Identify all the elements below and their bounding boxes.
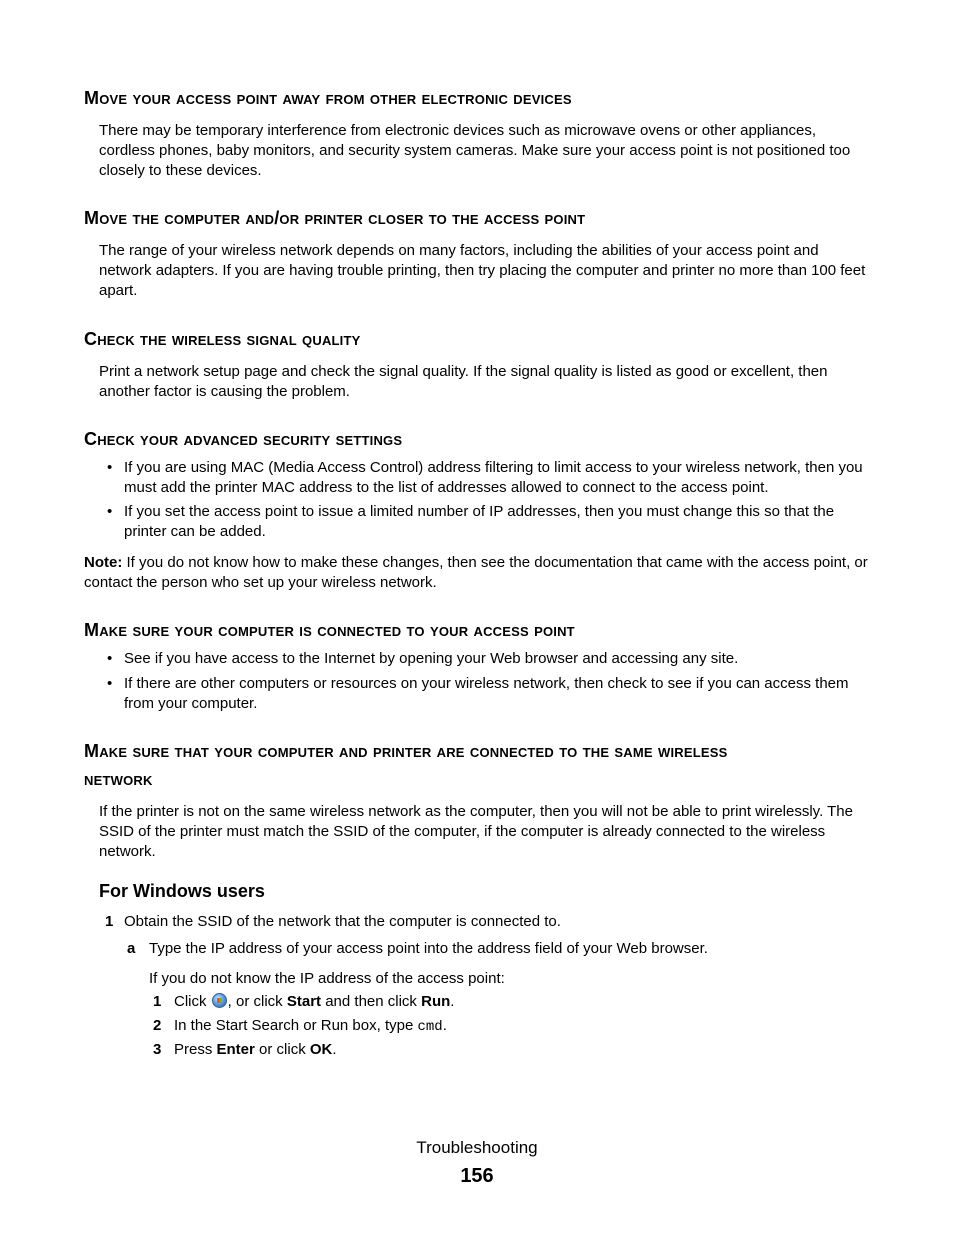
step-1 [105, 912, 561, 932]
substep-text: or click [254, 1041, 310, 1058]
substep-2 [153, 1016, 447, 1037]
step-a [127, 939, 708, 959]
bullet-icon: • [107, 503, 113, 520]
bullet-item [107, 502, 877, 542]
section-heading-computer-connected: Make sure your computer is connected to your access point [84, 620, 575, 640]
section-text-move-access-point: There may be temporary interference from electronic devices such as microwave ovens or other appliances, cordless phones, baby monitors, and security system cameras. Make sure your access point is not positioned too closely to these devices. [99, 122, 851, 179]
section-text-signal-quality: Print a network setup page and check the signal quality. If the signal quality is listed as good or excellent, then another factor is causing the problem. [99, 363, 828, 400]
section-text-same-network: If the printer is not on the same wireless network as the computer, then you will not be able to print wirelessly. The SSID of the printer must match the SSID of the computer, if the computer is already connected to the wireless network. [99, 803, 853, 860]
section-heading-signal-quality: Check the wireless signal quality [84, 329, 361, 349]
note [84, 553, 874, 593]
bullet-item [107, 458, 877, 498]
section-heading-move-computer: Move the computer and/or printer closer to the access point [84, 208, 586, 228]
bullet-icon: • [107, 675, 113, 692]
section-text-move-computer: The range of your wireless network depends on many factors, including the abilities of your access point and network adapters. If you are having trouble printing, then try placing the computer and printer no more than 100 feet apart. [99, 242, 866, 299]
substep-text: and then click [321, 993, 422, 1010]
substep-text: . [332, 1041, 337, 1058]
note-text: If you do not know how to make these changes, then see the documentation that came with the access point, or contact the person who set up your wireless network. [84, 554, 868, 591]
substep-text: . [450, 993, 455, 1010]
bullet-icon: • [107, 650, 113, 667]
bullet-item [107, 649, 877, 669]
substep-text: . [442, 1017, 447, 1034]
step-number: 3 [153, 1041, 162, 1058]
section-heading-same-network-line2: network [84, 769, 153, 789]
bullet-text: If you are using MAC (Media Access Control) address filtering to limit access to your wireless network, then you must add the printer MAC address to the list of addresses allowed to connect to the access point. [124, 459, 863, 496]
ok-label: OK [309, 1041, 333, 1058]
windows-start-orb-icon [212, 993, 227, 1008]
substep-text: Click [174, 993, 211, 1010]
section-heading-security-settings: Check your advanced security settings [84, 429, 403, 449]
substep-1 [153, 992, 455, 1012]
bullet-icon: • [107, 459, 113, 476]
step-letter: a [127, 940, 136, 957]
cmd-code: cmd [417, 1019, 443, 1035]
step-text: Obtain the SSID of the network that the computer is connected to. [124, 913, 561, 930]
bullet-text: If you set the access point to issue a limited number of IP addresses, then you must change this so that the printer can be added. [124, 503, 835, 540]
run-label: Run [421, 993, 451, 1010]
step-number: 1 [153, 993, 162, 1010]
step-number: 2 [153, 1017, 162, 1034]
note-label: Note: [84, 554, 123, 571]
bullet-item [107, 674, 877, 714]
substep-text: Press [174, 1041, 217, 1058]
step-number: 1 [105, 913, 114, 930]
enter-label: Enter [216, 1041, 255, 1058]
substep-text: , or click [227, 993, 287, 1010]
bullet-text: See if you have access to the Internet by opening your Web browser and accessing any site. [124, 650, 739, 667]
footer-chapter-label: Troubleshooting [416, 1138, 538, 1157]
substep-3 [153, 1040, 337, 1060]
page-number: 156 [460, 1165, 494, 1187]
start-label: Start [286, 993, 322, 1010]
substep-text: In the Start Search or Run box, type [174, 1017, 418, 1034]
windows-subheading: For Windows users [99, 881, 265, 901]
step-text: Type the IP address of your access point into the address field of your Web browser. [149, 940, 708, 957]
step-a-intro: If you do not know the IP address of the access point: [149, 970, 505, 987]
section-heading-move-access-point: Move your access point away from other electronic devices [84, 88, 572, 108]
bullet-text: If there are other computers or resources on your wireless network, then check to see if you can access them from your computer. [124, 675, 849, 712]
section-heading-same-network: Make sure that your computer and printer are connected to the same wireless [84, 741, 728, 761]
